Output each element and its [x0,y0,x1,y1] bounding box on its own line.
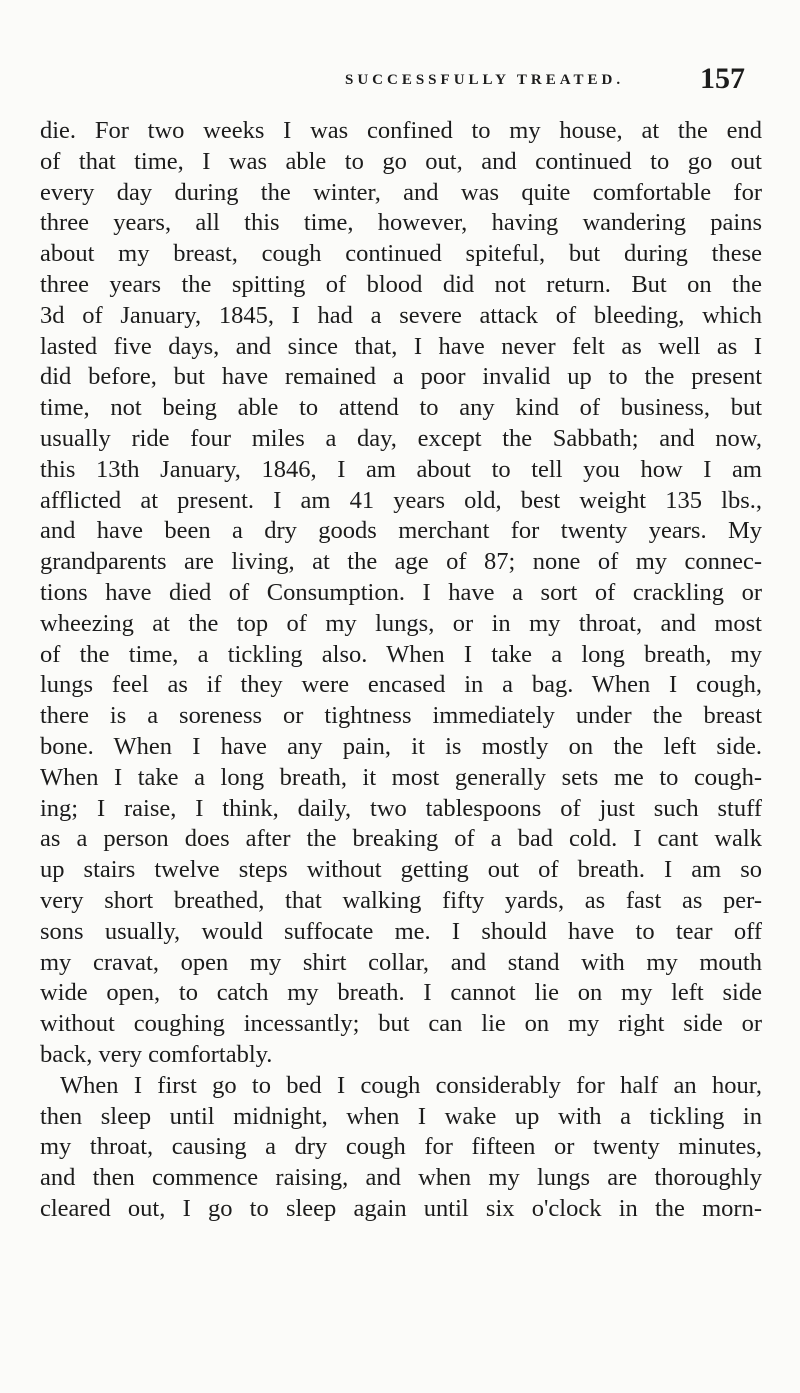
text-line: and have been a dry goods merchant for twenty years. My [40,517,762,545]
paragraph-end-line: back, very comfortably. [40,1040,273,1068]
text-line: without coughing incessantly; but can lie on my right side or [40,1010,762,1038]
running-header-title: SUCCESSFULLY TREATED. [345,72,625,88]
text-line: did before, but have remained a poor invalid up to the present [40,363,762,391]
text-line: 3d of January, 1845, I had a severe attack of bleeding, which [40,301,762,329]
text-line: lungs feel as if they were encased in a bag. When I cough, [40,671,762,699]
body-text [40,116,762,1225]
text-line: there is a soreness or tightness immediately under the breast [40,702,762,730]
text-line: grandparents are living, at the age of 87; none of my connec- [40,548,762,576]
text-line: my throat, causing a dry cough for fifteen or twenty minutes, [40,1133,762,1161]
text-line: then sleep until midnight, when I wake up with a tickling in [40,1102,762,1130]
text-line: usually ride four miles a day, except the Sabbath; and now, [40,424,762,452]
text-line: time, not being able to attend to any kind of business, but [40,394,762,422]
text-line: up stairs twelve steps without getting out of breath. I am so [40,856,762,884]
text-line: this 13th January, 1846, I am about to tell you how I am [40,455,762,483]
text-line: wheezing at the top of my lungs, or in my throat, and most [40,609,762,637]
text-line: three years the spitting of blood did not return. But on the [40,270,762,298]
text-line: three years, all this time, however, having wandering pains [40,209,762,237]
text-line: and then commence raising, and when my lungs are thoroughly [40,1164,762,1192]
text-line: cleared out, I go to sleep again until six o'clock in the morn- [40,1194,762,1222]
text-line: ing; I raise, I think, daily, two tablespoons of just such stuff [40,794,762,822]
text-line: bone. When I have any pain, it is mostly on the left side. [40,732,762,760]
text-line: When I take a long breath, it most generally sets me to cough- [40,763,762,791]
text-line: my cravat, open my shirt collar, and stand with my mouth [40,948,762,976]
text-line: die. For two weeks I was confined to my house, at the end [40,117,762,144]
text-line: wide open, to catch my breath. I cannot lie on my left side [40,979,762,1007]
text-line: as a person does after the breaking of a bad cold. I cant walk [40,825,762,853]
text-line: of that time, I was able to go out, and continued to go out [40,147,762,175]
text-line: every day during the winter, and was quite comfortable for [40,178,762,206]
text-line: about my breast, cough continued spiteful, but during these [40,240,762,268]
text-line: of the time, a tickling also. When I take a long breath, my [40,640,762,668]
text-line: very short breathed, that walking fifty yards, as fast as per- [40,886,762,914]
text-line: lasted five days, and since that, I have never felt as well as I [40,332,762,360]
text-line: tions have died of Consumption. I have a sort of crackling or [40,578,762,606]
paragraph-start-line: When I first go to bed I cough considerably for half an hour, [60,1071,762,1099]
text-line: sons usually, would suffocate me. I should have to tear off [40,917,762,945]
text-line: afflicted at present. I am 41 years old, best weight 135 lbs., [40,486,762,514]
page-number: 157 [700,62,745,95]
